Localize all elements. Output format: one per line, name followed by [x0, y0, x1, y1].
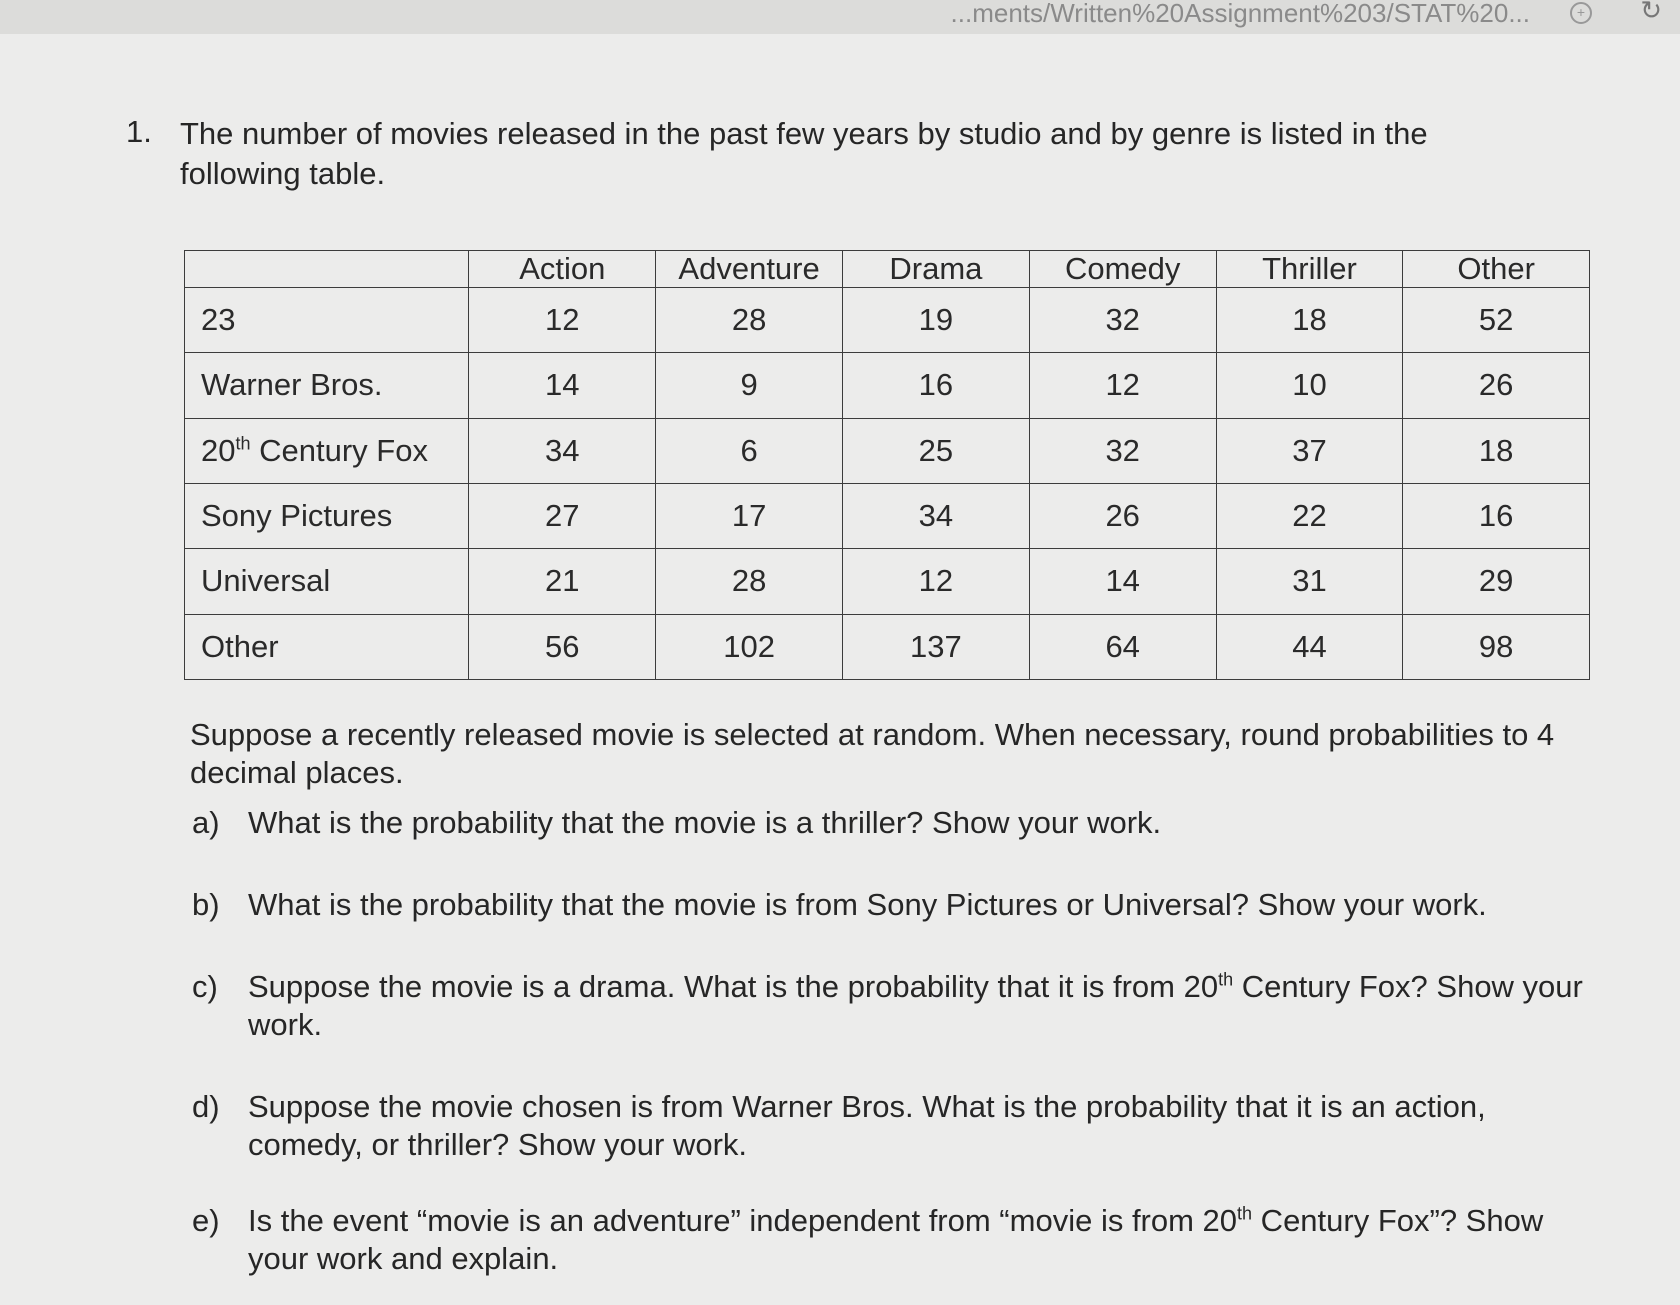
table-row — [185, 353, 1590, 418]
col-header: Adventure — [656, 251, 843, 288]
part-text-sup: th — [1237, 1203, 1253, 1224]
table-cell: 32 — [1029, 288, 1216, 353]
table-cell: 14 — [1029, 549, 1216, 614]
part-text-sup: th — [1218, 969, 1234, 990]
part-d — [192, 1088, 1592, 1164]
table-cell: 26 — [1403, 353, 1590, 418]
table-cell: 21 — [469, 549, 656, 614]
table-cell: 25 — [843, 418, 1030, 483]
table-cell: 12 — [843, 549, 1030, 614]
part-text-post: Century Fox? Show your work. — [248, 969, 1583, 1042]
table-cell: 16 — [843, 353, 1030, 418]
part-text: What is the probability that the movie is a thriller? Show your work. — [248, 805, 1162, 840]
row-label: Other — [185, 614, 469, 679]
table-cell: 44 — [1216, 614, 1403, 679]
movies-table — [184, 250, 1590, 680]
table-cell: 9 — [656, 353, 843, 418]
document-page — [0, 34, 1680, 1305]
question-number: 1. — [126, 114, 152, 149]
part-b — [192, 886, 1592, 924]
table-cell: 22 — [1216, 483, 1403, 548]
table-cell: 12 — [469, 288, 656, 353]
table-cell: 56 — [469, 614, 656, 679]
table-cell: 18 — [1216, 288, 1403, 353]
part-text-post: Century Fox”? Show your work and explain. — [248, 1203, 1544, 1276]
row-label-pre: 20 — [201, 432, 236, 468]
row-label: Universal — [185, 549, 469, 614]
scenario-text: Suppose a recently released movie is selected at random. When necessary, round probabilities to 4 decimal places. — [190, 717, 1555, 790]
table-cell: 29 — [1403, 549, 1590, 614]
table-cell: 137 — [843, 614, 1030, 679]
col-header: Comedy — [1029, 251, 1216, 288]
table-header-row — [185, 251, 1590, 288]
table-row — [185, 483, 1590, 548]
zoom-icon[interactable]: + — [1570, 2, 1592, 24]
table-cell: 34 — [469, 418, 656, 483]
corner-cell — [185, 251, 469, 288]
part-letter: a) — [192, 805, 220, 840]
question-text: The number of movies released in the past few years by studio and by genre is listed in the following table. — [180, 116, 1428, 191]
part-letter: b) — [192, 887, 220, 922]
table-cell: 28 — [656, 549, 843, 614]
col-header: Other — [1403, 251, 1590, 288]
part-a — [192, 804, 1592, 842]
part-text-pre: Is the event “movie is an adventure” independent from “movie is from 20 — [248, 1203, 1238, 1238]
part-text: What is the probability that the movie is from Sony Pictures or Universal? Show your work. — [248, 887, 1487, 922]
address-bar[interactable]: ...ments/Written%20Assignment%203/STAT%20... — [950, 0, 1530, 28]
table-cell: 31 — [1216, 549, 1403, 614]
table-cell: 6 — [656, 418, 843, 483]
table-row — [185, 288, 1590, 353]
table-row — [185, 614, 1590, 679]
table-cell: 19 — [843, 288, 1030, 353]
part-text — [248, 1202, 1592, 1278]
table-cell: 26 — [1029, 483, 1216, 548]
row-label-sup: th — [235, 433, 251, 454]
part-text: Suppose the movie chosen is from Warner Bros. What is the probability that it is an action, comedy, or thriller? Show your work. — [248, 1089, 1486, 1162]
table-cell: 18 — [1403, 418, 1590, 483]
table-cell: 102 — [656, 614, 843, 679]
table-cell: 32 — [1029, 418, 1216, 483]
part-e — [192, 1202, 1592, 1278]
part-letter: d) — [192, 1089, 220, 1124]
table-cell: 27 — [469, 483, 656, 548]
browser-toolbar — [0, 0, 1680, 35]
part-letter: c) — [192, 969, 218, 1004]
row-label — [185, 418, 469, 483]
row-label: Sony Pictures — [185, 483, 469, 548]
row-label: Warner Bros. — [185, 353, 469, 418]
part-c — [192, 968, 1592, 1044]
table-cell: 14 — [469, 353, 656, 418]
part-letter: e) — [192, 1203, 220, 1238]
part-text — [248, 968, 1592, 1044]
table-cell: 28 — [656, 288, 843, 353]
table-cell: 34 — [843, 483, 1030, 548]
col-header: Drama — [843, 251, 1030, 288]
col-header: Action — [469, 251, 656, 288]
table-row — [185, 549, 1590, 614]
table-cell: 37 — [1216, 418, 1403, 483]
table-cell: 12 — [1029, 353, 1216, 418]
row-label: 23 — [185, 288, 469, 353]
table-cell: 98 — [1403, 614, 1590, 679]
table-cell: 10 — [1216, 353, 1403, 418]
row-label-post: Century Fox — [250, 432, 428, 468]
extension-icon[interactable]: ↻ — [1640, 0, 1662, 26]
table-cell: 17 — [656, 483, 843, 548]
part-text-pre: Suppose the movie is a drama. What is the probability that it is from 20 — [248, 969, 1219, 1004]
table-row — [185, 418, 1590, 483]
table-cell: 16 — [1403, 483, 1590, 548]
table-cell: 64 — [1029, 614, 1216, 679]
col-header: Thriller — [1216, 251, 1403, 288]
table-cell: 52 — [1403, 288, 1590, 353]
